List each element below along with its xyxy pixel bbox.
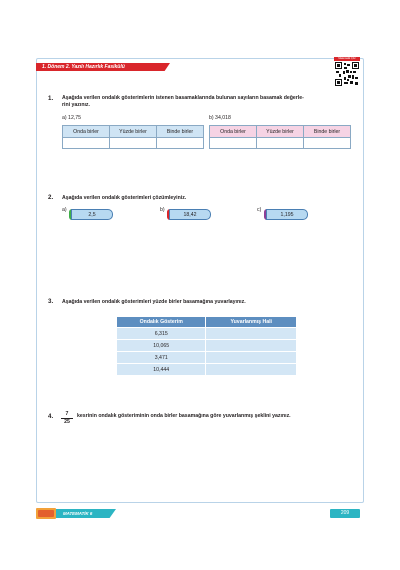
table-row <box>117 328 297 340</box>
q1-part-b-label: b) 34,018 <box>209 115 231 121</box>
q2-item-c-label: c) <box>257 207 262 213</box>
q1-part-a-table <box>62 125 204 149</box>
answer-row <box>210 138 351 149</box>
rounding-table <box>116 316 297 376</box>
answer-cell[interactable] <box>210 138 257 149</box>
question-4-text: kesrinin ondalık gösteriminin onda birler basamağına göre yuvarlanmış şeklini yazınız. <box>77 413 291 419</box>
decimal-cell: 10,065 <box>117 340 206 352</box>
header-cell-decimal: Ondalık Gösterim <box>117 317 206 328</box>
header-cell: Yüzde birler <box>257 126 304 138</box>
question-3-text: Aşağıda verilen ondalık gösterimleri yüzde birler basamağına yuvarlayınız. <box>62 299 246 305</box>
decimal-cell: 6,315 <box>117 328 206 340</box>
rounded-answer-cell[interactable] <box>206 328 297 340</box>
question-3-number: 3. <box>48 298 54 305</box>
q1-part-a-label: a) 12,75 <box>62 115 82 121</box>
question-2-number: 2. <box>48 194 54 201</box>
answer-cell[interactable] <box>304 138 351 149</box>
q1-part-b-table <box>209 125 351 149</box>
answer-cell[interactable] <box>257 138 304 149</box>
question-1-text-line2: rini yazınız. <box>62 102 90 108</box>
rounded-answer-cell[interactable] <box>206 340 297 352</box>
answer-cell[interactable] <box>157 138 204 149</box>
table-header-row <box>117 317 297 328</box>
header-cell: Binde birler <box>304 126 351 138</box>
q2-item-c-box[interactable]: 1,195 <box>266 209 308 220</box>
fraction-numerator: 7 <box>65 411 69 417</box>
answer-cell[interactable] <box>110 138 157 149</box>
answer-cell[interactable] <box>63 138 110 149</box>
header-cell-rounded: Yuvarlanmış Hali <box>206 317 297 328</box>
question-1-text-line1: Aşağıda verilen ondalık gösterimlerin istenen basamaklarında bulunan sayıların basamak değerle- <box>62 95 304 101</box>
question-4-number: 4. <box>48 413 54 420</box>
decimal-cell: 10,444 <box>117 364 206 376</box>
q2-item-b-label: b) <box>160 207 165 213</box>
table-row <box>117 340 297 352</box>
q2-item-a-label: a) <box>62 207 67 213</box>
qr-code-icon[interactable] <box>335 62 359 86</box>
header-title: 1. Dönem 2. Yazılı Hazırlık Fasikülü <box>42 64 125 70</box>
table-header-row <box>210 126 351 138</box>
decimal-cell: 3,471 <box>117 352 206 364</box>
table-row <box>117 364 297 376</box>
header-cell: Binde birler <box>157 126 204 138</box>
question-1-number: 1. <box>48 95 54 102</box>
q2-item-a-box[interactable]: 2,5 <box>71 209 113 220</box>
footer-subject: MATEMATİK 6 <box>63 511 93 516</box>
fraction-denominator: 25 <box>64 418 70 425</box>
header-cell: Onda birler <box>210 126 257 138</box>
rounded-answer-cell[interactable] <box>206 352 297 364</box>
table-header-row <box>63 126 204 138</box>
fraction <box>60 411 74 425</box>
question-2-text: Aşağıda verilen ondalık gösterimleri çözümleyiniz. <box>62 195 187 201</box>
answer-row <box>63 138 204 149</box>
q2-item-b-box[interactable]: 18,42 <box>169 209 211 220</box>
table-row <box>117 352 297 364</box>
publisher-logo-mark <box>38 510 54 517</box>
qr-label: Matematik Çöz <box>334 57 360 61</box>
rounded-answer-cell[interactable] <box>206 364 297 376</box>
header-cell: Yüzde birler <box>110 126 157 138</box>
page-number: 209 <box>330 509 360 518</box>
question-1-text <box>62 95 357 109</box>
header-cell: Onda birler <box>63 126 110 138</box>
